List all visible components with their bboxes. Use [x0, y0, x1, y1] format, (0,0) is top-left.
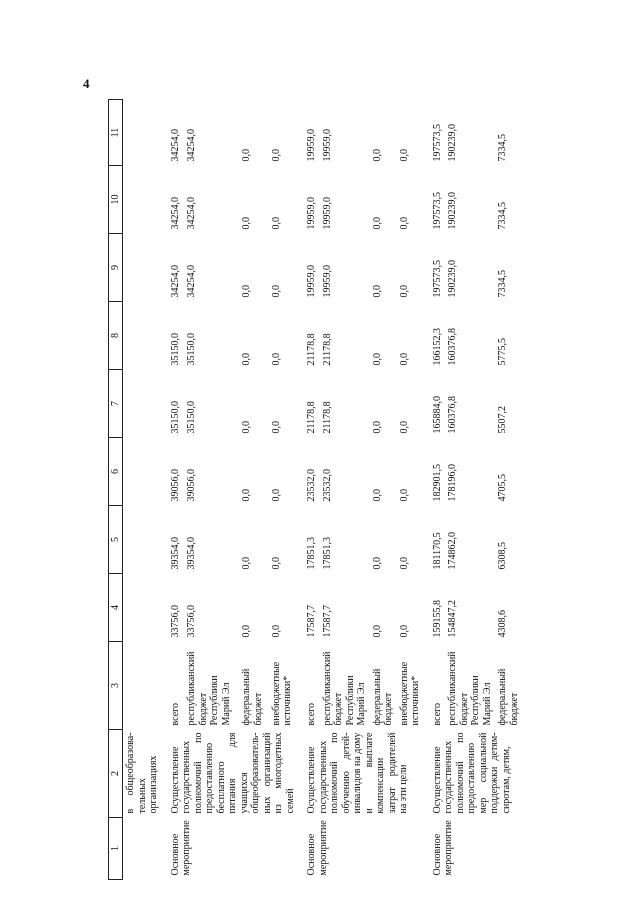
table-cell-value: 0,0 [270, 421, 282, 434]
event-description: Осуществление государственных полномочий по предоставлению бесплатного питания для учащихся общеобразователь-ных организаций из многодетных семей [169, 732, 296, 814]
table-row [168, 100, 185, 880]
continuation-text: в общеобразова-тельных организациях [125, 732, 159, 814]
table-cell-value: 0,0 [270, 149, 282, 162]
table-cell-value: 34254,0 [169, 197, 181, 230]
table-cell-value: 19959,0 [306, 197, 317, 230]
table-cell-value: 0,0 [371, 285, 383, 298]
table-cell-value: 0,0 [270, 353, 282, 366]
table-cell-value: 39056,0 [186, 469, 198, 502]
col-header: 3 [109, 642, 123, 730]
table-cell-value: 190239,0 [447, 260, 458, 298]
funding-source: всего [431, 702, 443, 726]
event-description: Осуществление государственных полномочий по предоставлению мер социальной поддержки детям-сиротам, детям, [431, 732, 512, 814]
table-cell-value: 0,0 [270, 489, 282, 502]
table-row [304, 100, 320, 880]
funding-source: внебюджетные источники* [270, 661, 293, 726]
table-cell-value: 0,0 [398, 625, 410, 638]
table-cell-value: 21178,8 [321, 333, 333, 366]
funding-source: республиканский бюджет Республики Марий Эл [321, 651, 367, 726]
page-number: 4 [83, 76, 90, 91]
table-cell-value: 17851,3 [321, 537, 333, 570]
table-cell-value: 0,0 [398, 421, 410, 434]
table-cell-value: 35150,0 [186, 401, 198, 434]
table-cell-value: 160376,8 [447, 328, 458, 366]
table-cell-value: 0,0 [241, 285, 253, 298]
col-header: 4 [109, 574, 123, 642]
event-type: Основное мероприятие [306, 820, 329, 876]
table-cell-value: 154847,2 [447, 600, 458, 638]
table-cell-value: 7334,5 [497, 202, 508, 230]
budget-table [108, 99, 522, 880]
table-cell-value: 19959,0 [321, 265, 333, 298]
table-cell-value: 0,0 [270, 217, 282, 230]
rotated-table-page [108, 100, 628, 880]
table-cell-value: 34254,0 [186, 265, 198, 298]
funding-source: внебюджетные источники* [398, 661, 421, 726]
table-cell-value: 33756,0 [186, 605, 198, 638]
table-cell-value: 33756,0 [169, 605, 181, 638]
col-header: 1 [109, 818, 123, 880]
table-cell-value: 0,0 [241, 625, 253, 638]
table-cell-value: 19959,0 [321, 129, 333, 162]
table-cell-value: 0,0 [371, 149, 383, 162]
table-cell-value: 6308,5 [497, 542, 508, 570]
table-cell-value: 182901,5 [431, 464, 443, 502]
event-type: Основное мероприятие [431, 820, 454, 876]
table-cell-value: 39056,0 [169, 469, 181, 502]
table-cell-value: 4308,6 [497, 610, 508, 638]
col-header: 2 [109, 730, 123, 818]
event-type: Основное мероприятие [169, 820, 192, 876]
table-cell-value: 39354,0 [169, 537, 181, 570]
table-cell-value: 19959,0 [306, 265, 317, 298]
col-header: 7 [109, 370, 123, 438]
table-cell-value: 0,0 [371, 217, 383, 230]
table-cell-value: 0,0 [398, 285, 410, 298]
funding-source: федеральный бюджет [241, 668, 264, 726]
table-cell-value: 0,0 [398, 353, 410, 366]
col-header: 10 [109, 166, 123, 234]
table-cell-value: 34254,0 [186, 129, 198, 162]
funding-source: федеральный бюджет [371, 668, 394, 726]
table-cell-value: 0,0 [241, 353, 253, 366]
table-cell-value: 21178,8 [321, 401, 333, 434]
table-cell-value: 5775,5 [497, 338, 508, 366]
table-cell-value: 39354,0 [186, 537, 198, 570]
table-cell-value: 0,0 [270, 557, 282, 570]
table-cell-value: 0,0 [241, 489, 253, 502]
table-cell-value: 160376,8 [447, 396, 458, 434]
table-cell-value: 0,0 [241, 557, 253, 570]
table-cell-value: 0,0 [371, 353, 383, 366]
table-cell-value: 0,0 [398, 557, 410, 570]
table-cell-value: 0,0 [241, 217, 253, 230]
table-cell-value: 197573,5 [431, 124, 443, 162]
table-cell-value: 34254,0 [186, 197, 198, 230]
table-cell-value: 35150,0 [169, 401, 181, 434]
table-cell-value: 23532,0 [306, 469, 317, 502]
table-cell-value: 0,0 [371, 557, 383, 570]
table-cell-value: 17851,3 [306, 537, 317, 570]
col-header: 11 [109, 100, 123, 166]
table-cell-value: 190239,0 [447, 192, 458, 230]
funding-source: республиканский бюджет Республики Марий Эл [447, 651, 493, 726]
funding-source: всего [306, 702, 317, 726]
funding-source: республиканский бюджет Республики Марий Эл [186, 651, 232, 726]
table-cell-value: 5507,2 [497, 406, 508, 434]
header-row [109, 100, 123, 880]
table-cell-value: 174862,0 [447, 532, 458, 570]
table-cell-value: 0,0 [371, 421, 383, 434]
table-cell-value: 4705,5 [497, 474, 508, 502]
col-header: 5 [109, 506, 123, 574]
continuation-row [123, 100, 162, 880]
table-cell-value: 0,0 [371, 489, 383, 502]
table-cell-value: 0,0 [241, 149, 253, 162]
table-cell-value: 21178,8 [306, 401, 317, 434]
table-cell-value: 19959,0 [306, 129, 317, 162]
table-cell-value: 0,0 [270, 285, 282, 298]
table-cell-value: 35150,0 [169, 333, 181, 366]
table-cell-value: 159155,8 [431, 600, 443, 638]
table-cell-value: 0,0 [398, 489, 410, 502]
table-cell-value: 0,0 [371, 625, 383, 638]
col-header: 6 [109, 438, 123, 506]
table-cell-value: 197573,5 [431, 192, 443, 230]
table-cell-value: 7334,5 [497, 134, 508, 162]
table-cell-value: 178196,0 [447, 464, 458, 502]
funding-source: всего [169, 702, 181, 726]
table-cell-value: 0,0 [398, 217, 410, 230]
table-cell-value: 34254,0 [169, 265, 181, 298]
table-cell-value: 165884,0 [431, 396, 443, 434]
table-cell-value: 0,0 [398, 149, 410, 162]
event-description: Осуществление государственных полномочий по обучению детей-инвалидов на дому и выплате компенсации затрат родителей на эти цели [306, 732, 409, 814]
table-cell-value: 23532,0 [321, 469, 333, 502]
col-header: 9 [109, 234, 123, 302]
table-cell-value: 35150,0 [186, 333, 198, 366]
table-cell-value: 0,0 [241, 421, 253, 434]
table-cell-value: 190239,0 [447, 124, 458, 162]
table-cell-value: 17587,7 [321, 605, 333, 638]
table-cell-value: 17587,7 [306, 605, 317, 638]
table-cell-value: 19959,0 [321, 197, 333, 230]
table-cell-value: 181170,5 [431, 532, 443, 570]
table-cell-value: 197573,5 [431, 260, 443, 298]
table-cell-value: 34254,0 [169, 129, 181, 162]
col-header: 8 [109, 302, 123, 370]
funding-source: федеральный бюджет [497, 668, 520, 726]
table-cell-value: 21178,8 [306, 333, 317, 366]
table-cell-value: 7334,5 [497, 270, 508, 298]
table-cell-value: 166152,3 [431, 328, 443, 366]
table-cell-value: 0,0 [270, 625, 282, 638]
table-row [430, 100, 446, 880]
